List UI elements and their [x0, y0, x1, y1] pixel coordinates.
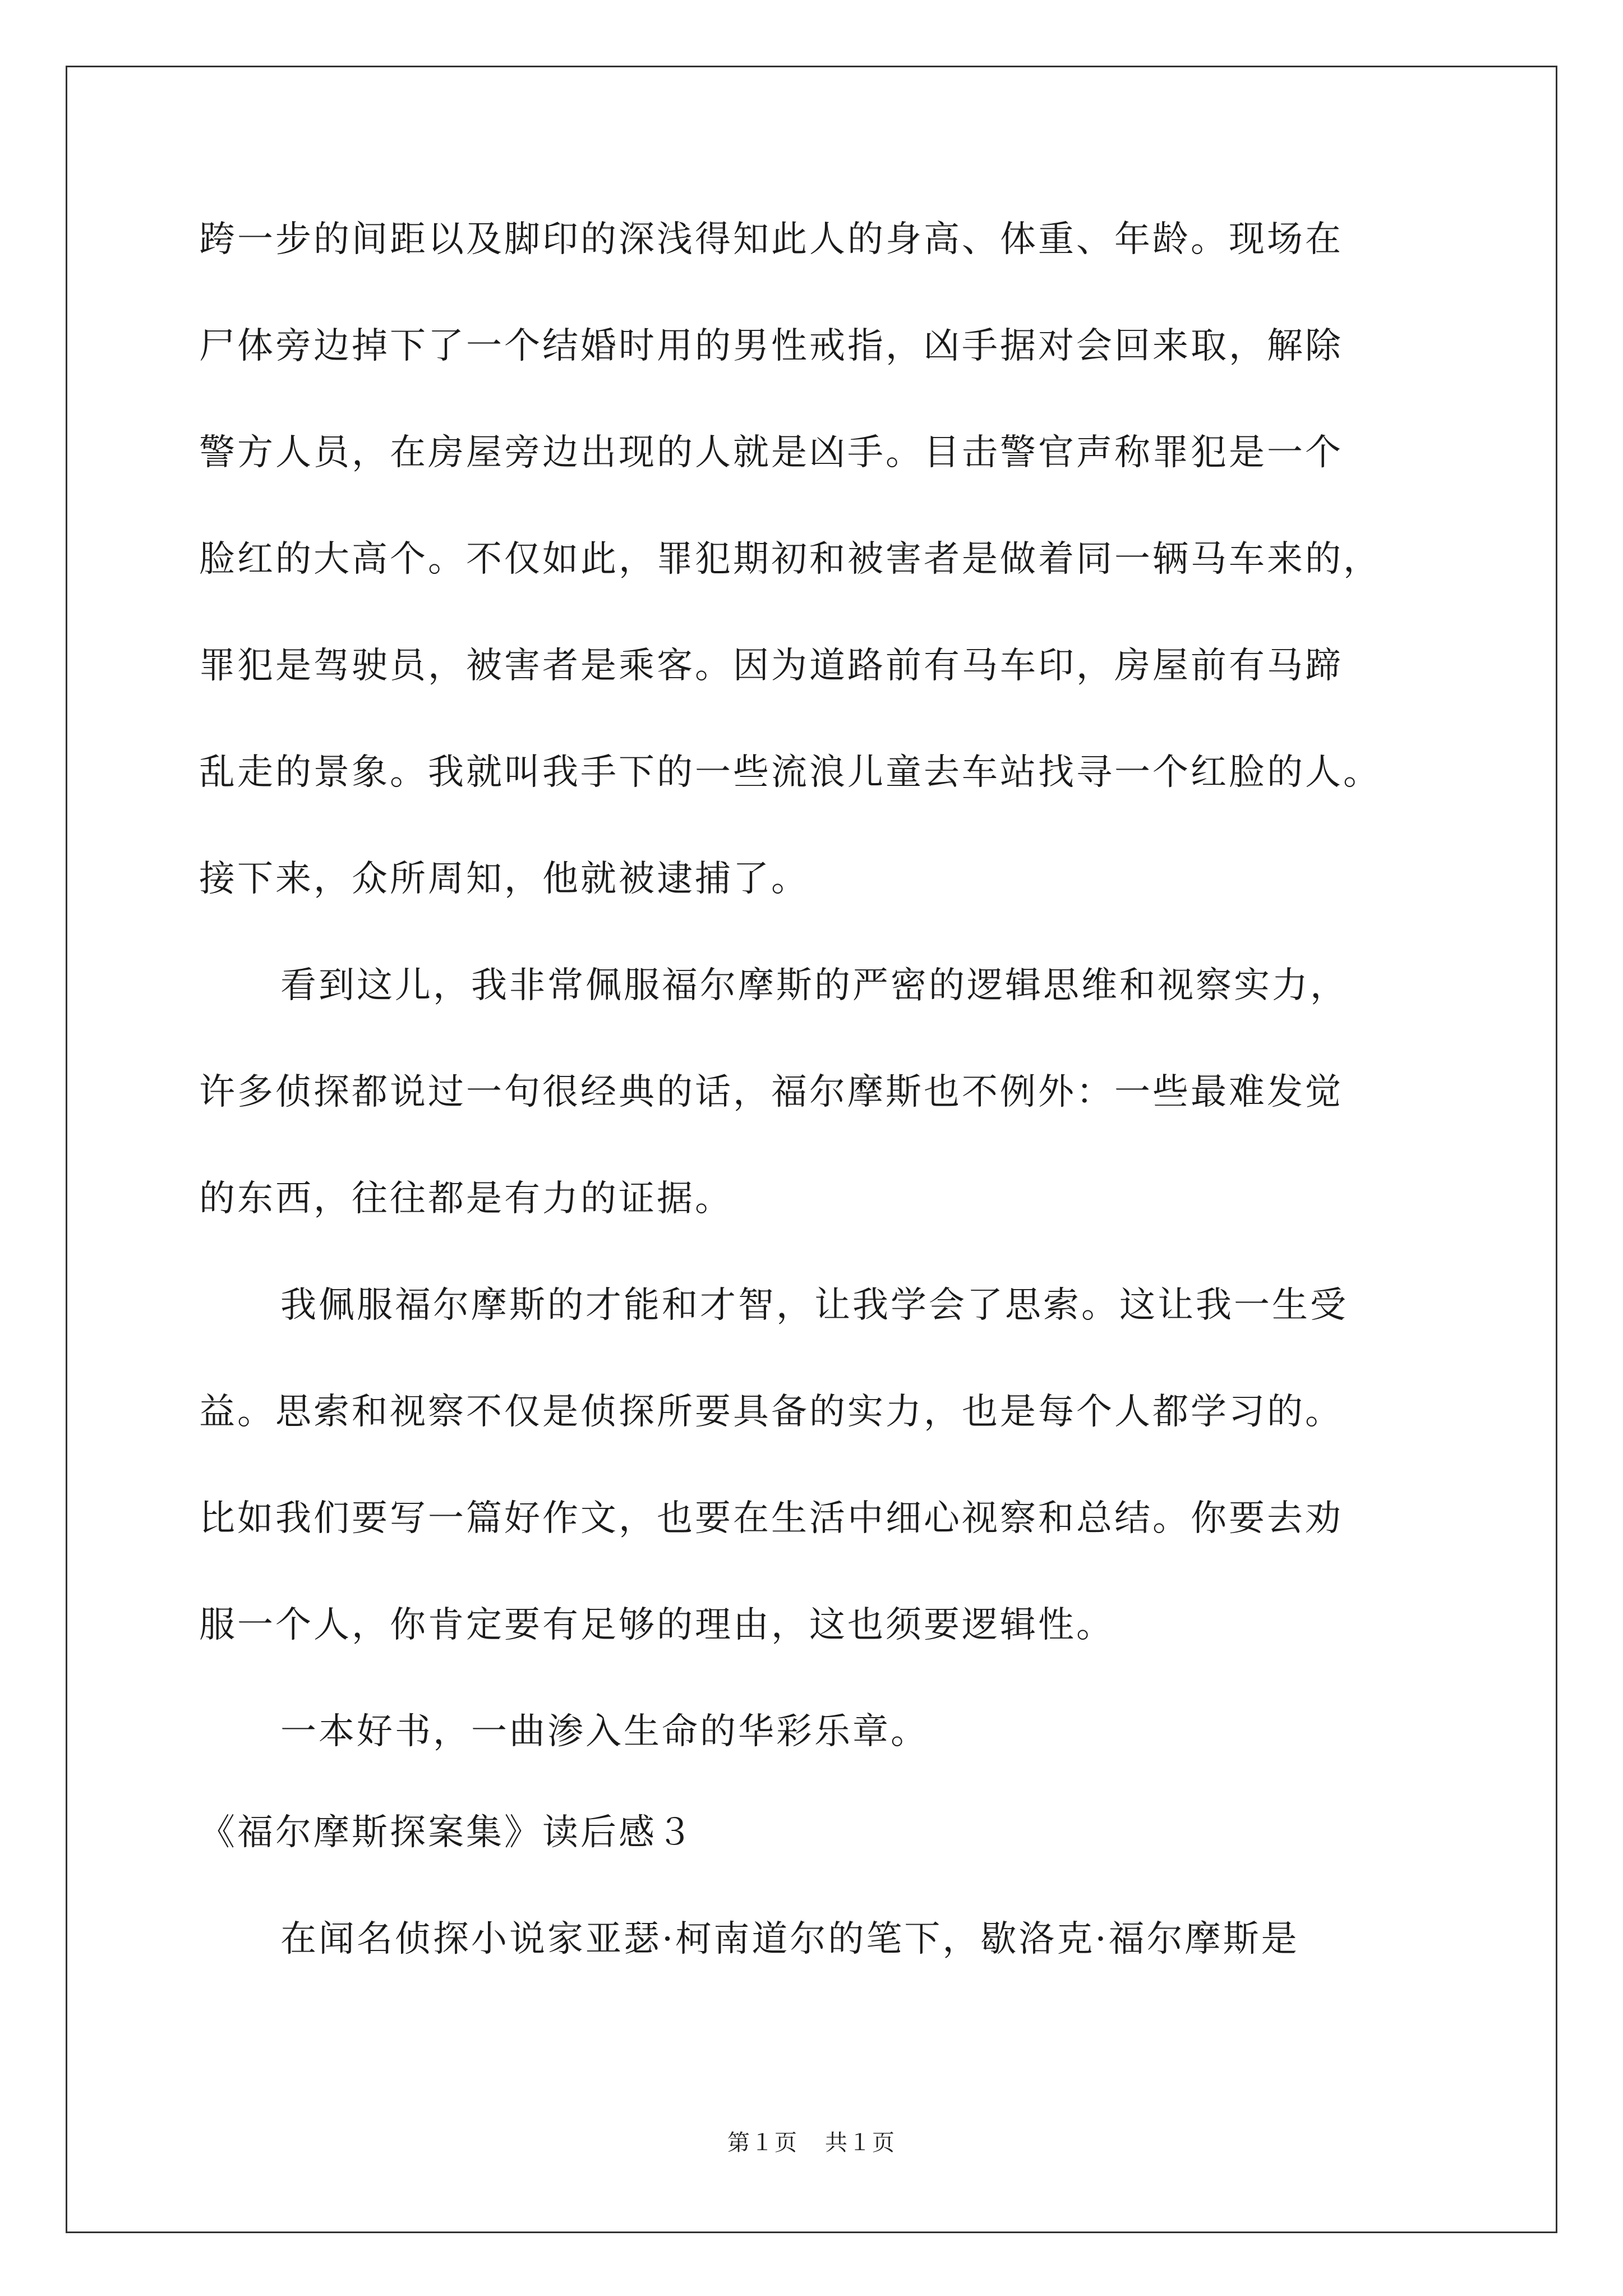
text-line: 警方人员，在房屋旁边出现的人就是凶手。目击警官声称罪犯是一个	[199, 432, 1343, 473]
paragraph-start-line: 我佩服福尔摩斯的才能和才智，让我学会了思索。这让我一生受	[280, 1285, 1348, 1326]
text-line: 罪犯是驾驶员，被害者是乘客。因为道路前有马车印，房屋前有马蹄	[199, 645, 1343, 687]
paragraph-start-line: 看到这儿，我非常佩服福尔摩斯的严密的逻辑思维和视察实力，	[280, 965, 1348, 1006]
text-line: 益。思索和视察不仅是侦探所要具备的实力，也是每个人都学习的。	[199, 1391, 1343, 1433]
section-heading: 《福尔摩斯探案集》读后感３	[199, 1812, 695, 1853]
text-line: 服一个人，你肯定要有足够的理由，这也须要逻辑性。	[199, 1604, 1114, 1646]
text-line: 许多侦探都说过一句很经典的话，福尔摩斯也不例外：一些最难发觉	[199, 1071, 1343, 1113]
page-total: 共１页	[825, 2130, 896, 2156]
text-line: 尸体旁边掉下了一个结婚时用的男性戒指，凶手据对会回来取，解除	[199, 325, 1343, 367]
text-line: 跨一步的间距以及脚印的深浅得知此人的身高、体重、年龄。现场在	[199, 219, 1343, 260]
page-number: 第１页	[727, 2130, 798, 2156]
text-line: 脸红的大高个。不仅如此，罪犯期初和被害者是做着同一辆马车来的，	[199, 539, 1381, 580]
page-footer	[0, 2125, 1623, 2157]
text-line: 乱走的景象。我就叫我手下的一些流浪儿童去车站找寻一个红脸的人。	[199, 752, 1381, 793]
document-body	[199, 219, 1433, 2028]
paragraph-start-line: 在闻名侦探小说家亚瑟·柯南道尔的笔下，歇洛克·福尔摩斯是	[280, 1918, 1299, 1960]
text-line: 的东西，往往都是有力的证据。	[199, 1178, 733, 1220]
text-line: 比如我们要写一篇好作文，也要在生活中细心视察和总结。你要去劝	[199, 1498, 1343, 1539]
text-line: 接下来，众所周知，他就被逮捕了。	[199, 858, 809, 900]
paragraph-start-line: 一本好书，一曲渗入生命的华彩乐章。	[280, 1711, 929, 1752]
